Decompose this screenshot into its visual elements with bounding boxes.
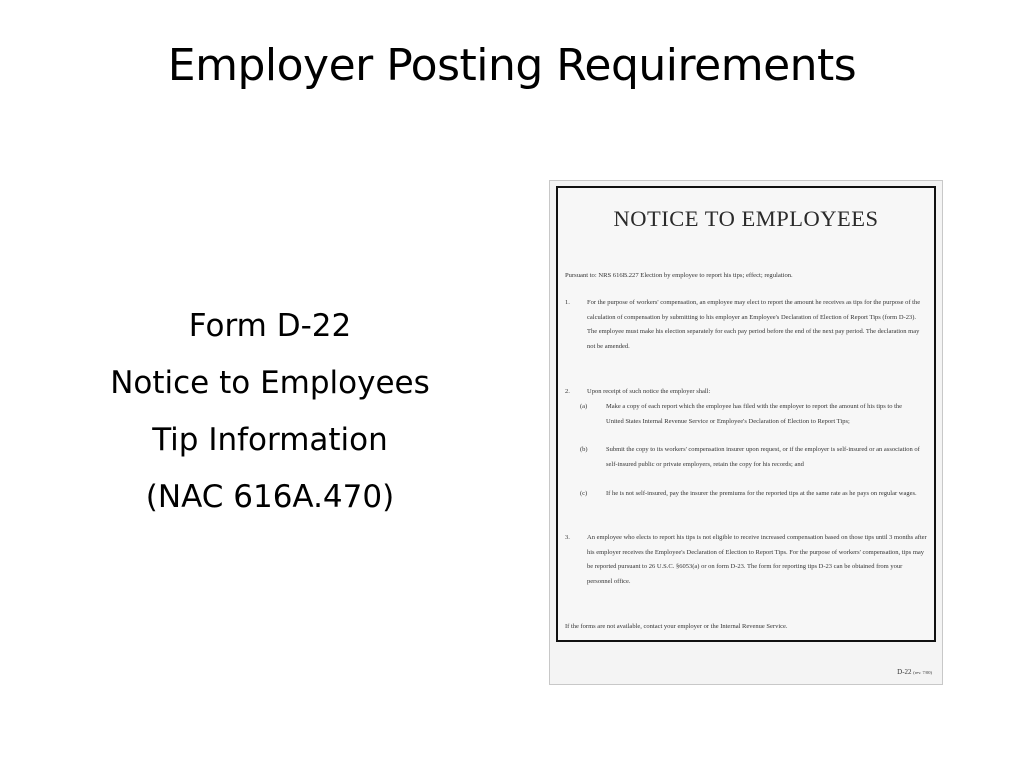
paragraph-number: 2.: [565, 388, 570, 395]
paragraph-number: 1.: [565, 299, 570, 306]
form-number: D-22: [897, 668, 912, 676]
pursuant-line: Pursuant to: NRS 616B.227 Election by employee to report his tips; effect; regulation.: [565, 272, 793, 279]
paragraph-text: An employee who elects to report his tips is not eligible to receive increased compensation based on those tips until 3 months after his employer receives the Employee's Declaration of Election to Report Tips. For the purpose of workers' compensation, tips may be reported pursuant to 26 U.S.C. §6053(a) or on form D-23. The form for reporting tips D-23 can be obtained from your personnel office.: [587, 534, 927, 585]
subparagraph-text: If he is not self-insured, pay the insurer the premiums for the reported tips at the same rate as he pays on regular wages.: [606, 490, 917, 497]
form-revision: (rev. 7/00): [913, 670, 932, 675]
form-info-lines: [60, 298, 480, 526]
paragraph-text: For the purpose of workers' compensation, an employee may elect to report the amount he receives as tips for the purpose of the calculation of compensation by submitting to his employer an Employee's Declaration of Election of Report Tips (form D-23). The employee must make his election separately for each pay period before the end of the next pay period. The declaration may not be amended.: [587, 299, 921, 350]
form-topic-line: Tip Information: [152, 422, 388, 458]
regulation-line: (NAC 616A.470): [145, 479, 395, 515]
subparagraph-text: Make a copy of each report which the employee has filed with the employer to report the amount of his tips to the United States Internal Revenue Service or Employee's Declaration of Election to Report Tips;: [606, 403, 903, 425]
subparagraph-text: Submit the copy to its workers' compensation insurer upon request, or if the employer is self-insured or an association of self-insured public or private employers, retain the copy for his records; and: [606, 446, 920, 468]
form-number-line: Form D-22: [188, 308, 352, 344]
subparagraph-label: (a): [580, 403, 588, 410]
paragraph-text: Upon receipt of such notice the employer shall:: [587, 388, 711, 395]
notice-form-image: [549, 180, 943, 685]
paragraph-number: 3.: [565, 534, 570, 541]
subparagraph-label: (b): [580, 446, 588, 453]
slide-title: Employer Posting Requirements: [167, 40, 857, 91]
form-name-line: Notice to Employees: [110, 365, 430, 401]
subparagraph-label: (c): [580, 490, 588, 497]
notice-border-box: [556, 186, 936, 642]
notice-heading: NOTICE TO EMPLOYEES: [613, 206, 879, 231]
form-identifier: [897, 668, 932, 676]
forms-availability-note: If the forms are not available, contact your employer or the Internal Revenue Service.: [565, 623, 788, 630]
